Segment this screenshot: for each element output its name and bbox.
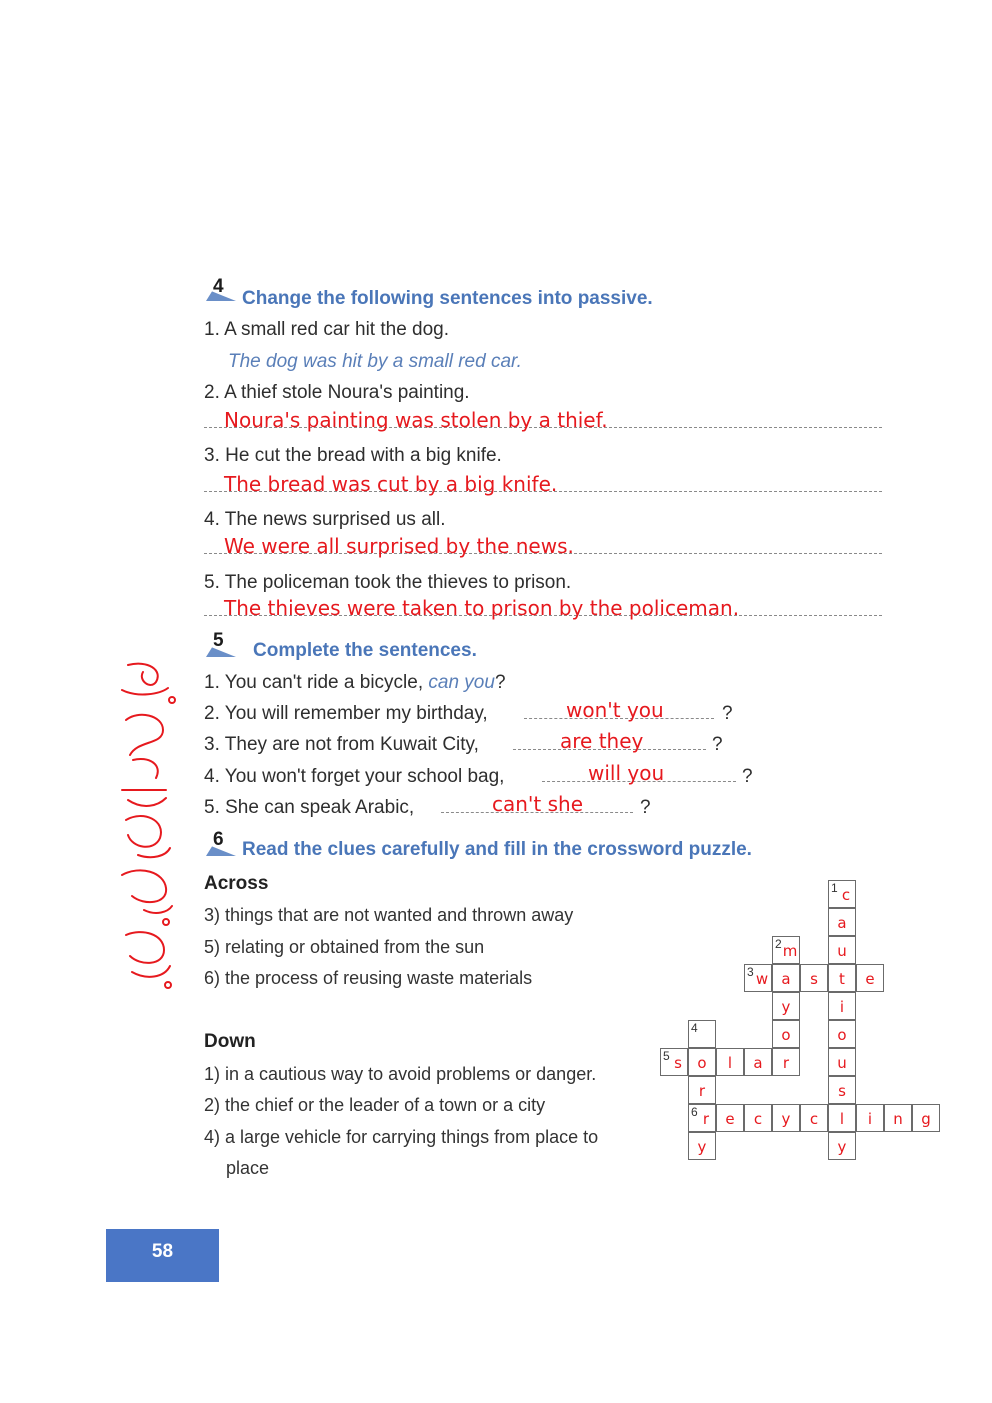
crossword-cell-letter: e [865,970,875,988]
crossword-cell [800,1104,828,1132]
crossword-cell [828,936,856,964]
crossword-cell-number: 1 [831,881,838,895]
crossword-cell [856,1104,884,1132]
crossword-cell-letter: a [753,1054,763,1072]
ex5-answer-5: can't she [492,792,584,816]
section-5-title: Complete the sentences. [253,640,477,661]
crossword-cell [912,1104,940,1132]
ex4-answer-4: We were all surprised by the news. [224,534,574,558]
crossword-cell [828,1048,856,1076]
crossword-cell [828,1076,856,1104]
ex5-prompt-3: 3. They are not from Kuwait City, [204,734,479,755]
crossword-cell-letter: l [727,1054,733,1072]
ex5-prompt-2: 2. You will remember my birthday, [204,703,488,724]
crossword-cell-letter: c [841,886,851,904]
crossword-cell-letter: e [725,1110,735,1128]
ex5-answer-4: will you [588,761,665,785]
down-clue-4: 4) a large vehicle for carrying things from place to [204,1127,599,1147]
ex4-prompt-2: 2. A thief stole Noura's painting. [204,382,470,403]
ex5-example-end: ? [494,672,506,693]
crossword-cell [856,964,884,992]
ex4-prompt-3: 3. He cut the bread with a big knife. [204,445,502,466]
crossword-cell [660,1048,688,1076]
page-number-box [106,1229,219,1282]
crossword-cell [772,936,800,964]
crossword-cell-letter: c [753,1110,763,1128]
ex4-answer-2: Noura's painting was stolen by a thief. [224,408,608,432]
crossword-cell [828,964,856,992]
crossword-cell-letter: y [781,998,791,1016]
ex5-end-5: ? [640,797,651,818]
crossword-cell [828,1020,856,1048]
page-number: 58 [151,1241,174,1262]
crossword-cell-letter: t [839,970,845,988]
down-heading: Down [204,1031,256,1052]
ex4-answer-5: The thieves were taken to prison by the policeman. [224,596,740,620]
section-6-number: 6 [213,829,224,850]
crossword-cell [828,880,856,908]
ex5-answer-3: are they [560,729,644,753]
crossword-cell [828,1104,856,1132]
section-4-number: 4 [213,276,224,297]
crossword-cell [800,964,828,992]
section-6-title: Read the clues carefully and fill in the crossword puzzle. [242,839,752,860]
crossword-cell [744,1104,772,1132]
crossword-cell [884,1104,912,1132]
crossword-cell-letter: g [921,1110,931,1128]
crossword-cell-letter: u [837,942,847,960]
crossword-cell-number: 3 [747,965,754,979]
section-4-title: Change the following sentences into passive. [242,288,653,309]
crossword-cell [744,1048,772,1076]
crossword-cell-letter: m [782,942,798,960]
crossword-cell-letter: u [837,1054,847,1072]
crossword-cell-letter: r [702,1110,710,1128]
handwritten-signature [108,660,178,1000]
crossword-cell [716,1048,744,1076]
crossword-cell-letter: s [674,1054,682,1072]
crossword-cell-number: 6 [691,1105,698,1119]
crossword-grid [660,880,942,1162]
crossword-cell [828,908,856,936]
ex5-answer-2: won't you [566,698,664,722]
ex4-model-answer-1: The dog was hit by a small red car. [228,351,522,372]
crossword-cell-letter: a [837,914,847,932]
crossword-cell [688,1076,716,1104]
ex5-end-2: ? [722,703,733,724]
down-clue-1: 1) in a cautious way to avoid problems or danger. [204,1064,597,1084]
crossword-cell [688,1104,716,1132]
crossword-cell-letter: w [755,970,769,988]
down-clue-4-continued: place [226,1158,270,1178]
ex4-prompt-5: 5. The policeman took the thieves to prison. [204,572,572,593]
ex5-example-tag: can you [428,672,495,693]
across-clue-5: 5) relating or obtained from the sun [204,937,485,957]
ex5-end-3: ? [712,734,723,755]
crossword-cell [828,1132,856,1160]
crossword-cell [688,1048,716,1076]
crossword-cell-letter: o [697,1054,707,1072]
ex5-end-4: ? [742,766,753,787]
crossword-cell [772,964,800,992]
crossword-cell-number: 5 [663,1049,670,1063]
crossword-cell-letter: s [838,1082,846,1100]
crossword-cell-number: 2 [775,937,782,951]
ex4-prompt-1: 1. A small red car hit the dog. [204,319,450,340]
across-heading: Across [204,873,269,894]
crossword-cell-letter: o [781,1026,791,1044]
crossword-cell [828,992,856,1020]
crossword-cell [772,992,800,1020]
crossword-cell [688,1132,716,1160]
crossword-cell-letter: o [837,1026,847,1044]
ex5-example-text: 1. You can't ride a bicycle, [204,672,424,693]
ex5-prompt-4: 4. You won't forget your school bag, [204,766,505,787]
crossword-cell [772,1104,800,1132]
ex4-prompt-4: 4. The news surprised us all. [204,509,446,530]
ex5-prompt-5: 5. She can speak Arabic, [204,797,415,818]
crossword-cell [716,1104,744,1132]
crossword-cell-letter: i [867,1110,873,1128]
crossword-cell-letter: r [698,1082,706,1100]
ex5-example-prompt [204,672,506,694]
crossword-cell-letter: n [893,1110,903,1128]
ex4-answer-3: The bread was cut by a big knife. [224,472,558,496]
crossword-cell [772,1020,800,1048]
crossword-cell-letter: y [837,1138,847,1156]
crossword-cell-letter: y [781,1110,791,1128]
crossword-cell [772,1048,800,1076]
section-5-number: 5 [213,630,224,651]
crossword-cell-letter: c [809,1110,819,1128]
crossword-cell-letter: y [697,1138,707,1156]
crossword-cell [688,1020,716,1048]
crossword-cell-letter: l [839,1110,845,1128]
across-clue-6: 6) the process of reusing waste materials [204,968,533,988]
crossword-cell-number: 4 [691,1021,698,1035]
crossword-cell-letter: i [839,998,845,1016]
across-clue-3: 3) things that are not wanted and thrown away [204,905,574,925]
down-clue-2: 2) the chief or the leader of a town or a city [204,1095,546,1115]
crossword-cell-letter: r [782,1054,790,1072]
crossword-cell-letter: a [781,970,791,988]
crossword-cell [744,964,772,992]
crossword-cell-letter: s [810,970,818,988]
